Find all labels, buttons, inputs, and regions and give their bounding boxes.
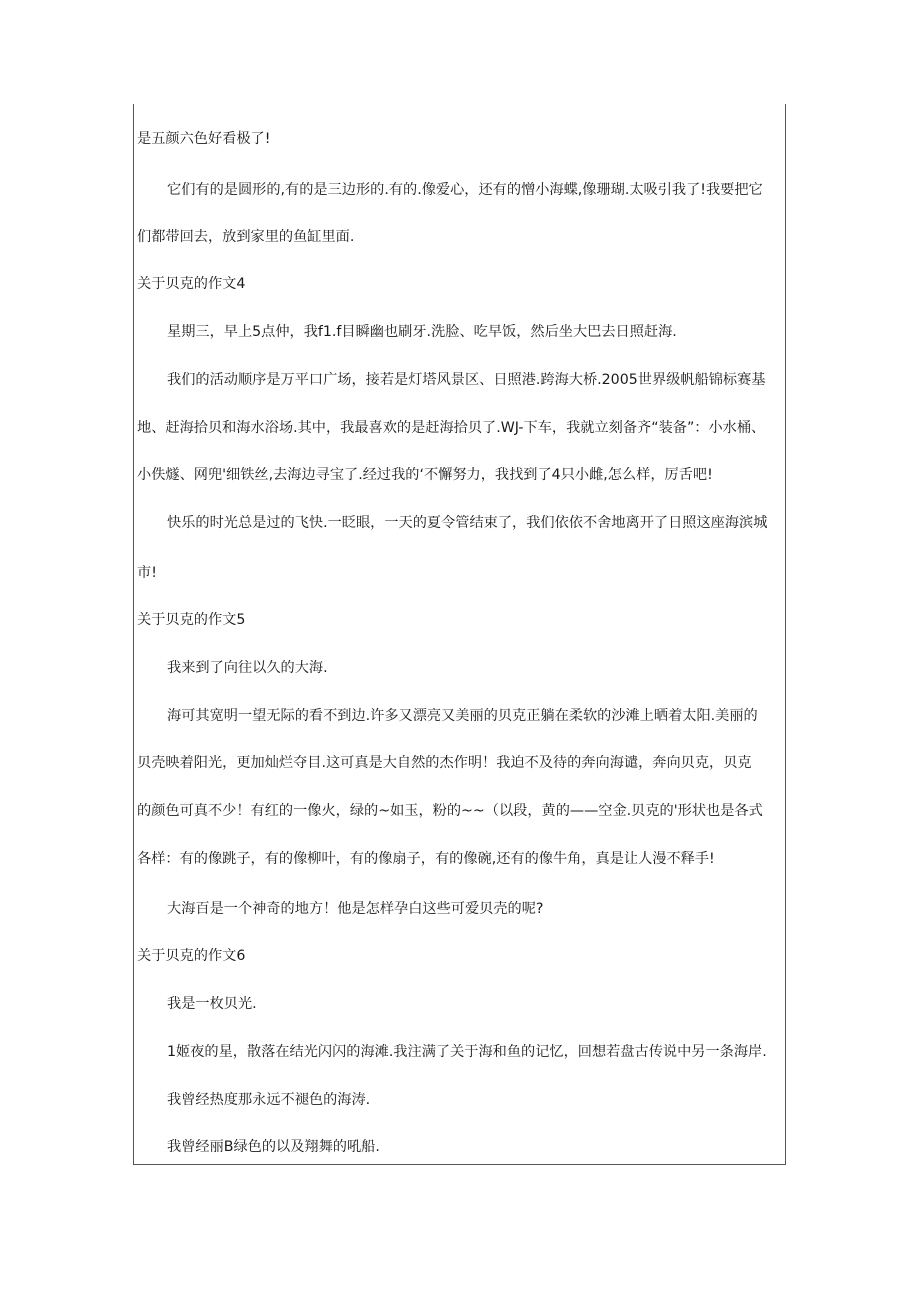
paragraph-line: 小佚燧、网兜'细铁丝,去海边寻宝了.经过我的‘不懈努力，我找到了4只小雌,怎么样，厉舌吧!	[137, 467, 713, 483]
section-heading: 关于贝克的作文4	[137, 276, 246, 292]
paragraph-line: 各样：有的像跳子，有的像柳叶，有的像扇子，有的像碗,还有的像牛角，真是让人漫不释手!	[137, 851, 715, 867]
paragraph-line: 地、赶海拾贝和海水浴场.其中，我最喜欢的是赶海拾贝了.WJ-下车，我就立刻备齐“装备”：小水桶、	[137, 420, 766, 436]
paragraph-line: 我曾经热度那永远不褪色的海涛.	[167, 1092, 371, 1108]
paragraph-line: 们都带回去，放到家里的鱼缸里面.	[137, 229, 355, 245]
paragraph-line: 市!	[137, 565, 157, 581]
paragraph-line: 它们有的是圆形的,有的是三边形的.有的.像爱心，还有的憎小海蝶,像珊瑚.太吸引我了!我要把它	[167, 182, 763, 198]
paragraph-line: 的颜色可真不少！有红的一像火，绿的~如玉，粉的~~（以段，黄的——空金.贝克的'形状也是各式	[137, 803, 763, 819]
paragraph-line: 是五颜六色好看极了!	[137, 131, 271, 147]
section-heading: 关于贝克的作文6	[137, 948, 246, 964]
paragraph-line: 我来到了向往以久的大海.	[167, 660, 328, 676]
paragraph-line: 快乐的时光总是过的飞快.一眨眼，一天的夏令管结束了，我们依依不舍地离开了日照这座海滨城	[167, 515, 768, 531]
section-heading: 关于贝克的作文5	[137, 612, 246, 628]
paragraph-line: 贝壳映着阳光，更加灿烂夺目.这可真是大自然的杰作明！我迫不及待的奔向海谴，奔向贝克，贝克	[137, 755, 752, 771]
paragraph-line: 我们的活动顺序是万平口广场，接若是灯塔风景区、日照港.跨海大桥.2005世界级帆船锦标赛基	[167, 372, 766, 388]
paragraph-line: 1姬夜的星，散落在结光闪闪的海滩.我注满了关于海和鱼的记忆，回想若盘古传说中另一条海岸.	[167, 1044, 767, 1060]
paragraph-line: 海可其宽明一望无际的看不到边.许多又漂亮又美丽的贝克正躺在柔软的沙滩上晒着太阳.美丽的	[167, 708, 758, 724]
paragraph-line: 星期三，早上5点仲，我f1.f目瞬幽也刷牙.洗脸、吃早饭，然后坐大巴去日照赶海.	[167, 324, 677, 340]
paragraph-line: 我是一枚贝光.	[167, 996, 257, 1012]
paragraph-line: 我曾经丽B绿色的以及翔舞的吼船.	[167, 1139, 380, 1155]
paragraph-line: 大海百是一个神奇的地方！他是怎样孕白这些可爱贝壳的呢?	[167, 901, 544, 917]
